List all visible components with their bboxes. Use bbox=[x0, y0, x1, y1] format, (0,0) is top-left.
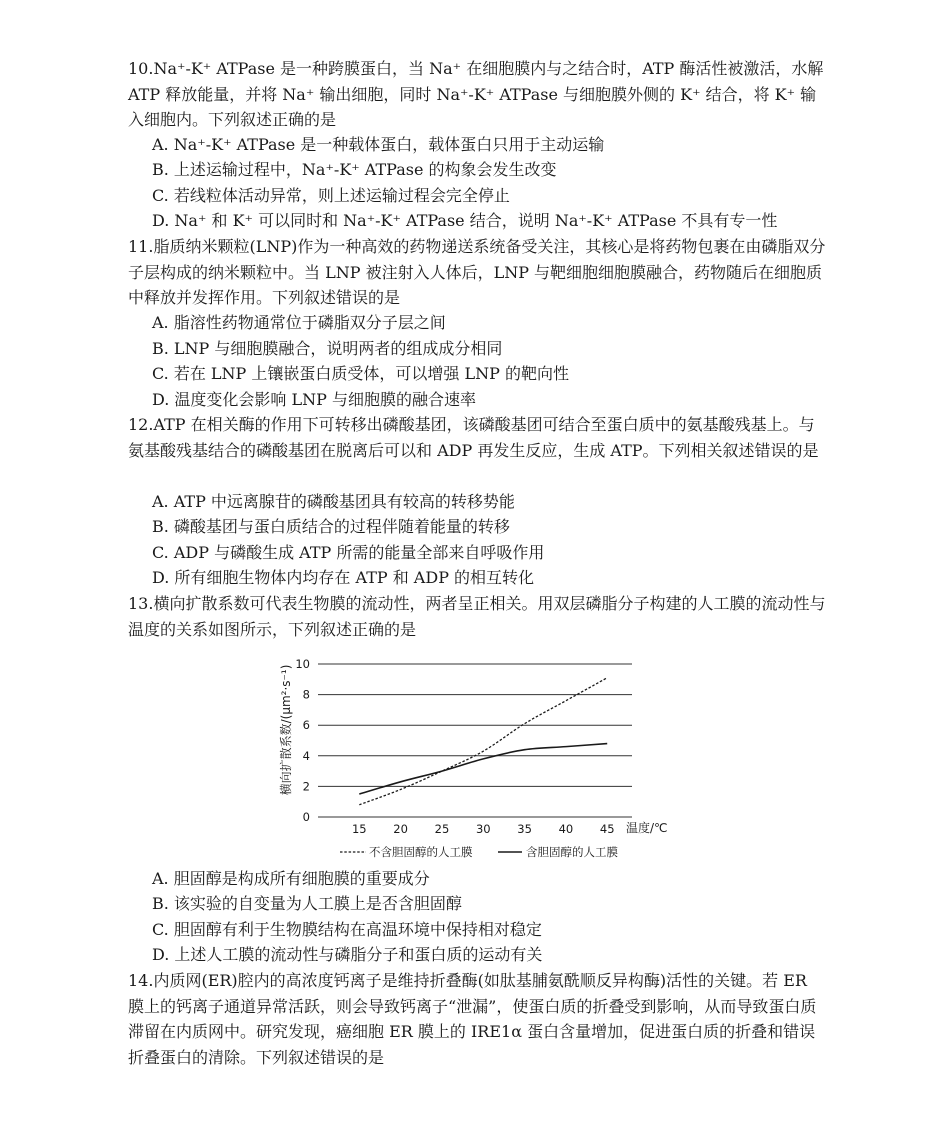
question-number: 13. bbox=[128, 594, 154, 613]
x-tick-label: 35 bbox=[517, 822, 532, 836]
x-tick-label: 40 bbox=[558, 822, 574, 836]
question-number: 12. bbox=[128, 415, 154, 434]
y-tick-label: 0 bbox=[302, 810, 310, 824]
option-12-a: A. ATP 中远离腺苷的磷酸基团具有较高的转移势能 bbox=[152, 492, 515, 511]
question-13 bbox=[128, 591, 828, 642]
y-tick-label: 2 bbox=[302, 779, 310, 794]
y-tick-label: 6 bbox=[302, 718, 310, 733]
y-tick-label: 4 bbox=[302, 748, 310, 763]
question-12 bbox=[128, 412, 828, 463]
option-11-d: D. 温度变化会影响 LNP 与细胞膜的融合速率 bbox=[152, 390, 476, 409]
option-12-d: D. 所有细胞生物体内均存在 ATP 和 ADP 的相互转化 bbox=[152, 568, 535, 587]
x-tick-label: 15 bbox=[351, 822, 367, 836]
option-11-b: B. LNP 与细胞膜融合，说明两者的组成成分相同 bbox=[152, 339, 503, 358]
question-stem: 横向扩散系数可代表生物膜的流动性，两者呈正相关。用双层磷脂分子构建的人工膜的流动性与温度的关系如图所示，下列叙述正确的是 bbox=[128, 594, 826, 639]
x-tick-label: 20 bbox=[393, 822, 408, 836]
question-stem: ATP 在相关酶的作用下可转移出磷酸基团，该磷酸基团可结合至蛋白质中的氨基酸残基上。与氨基酸残基结合的磷酸基团在脱离后可以和 ADP 再发生反应，生成 ATP。下列相关叙述错误的是 bbox=[128, 415, 819, 460]
option-11-c: C. 若在 LNP 上镶嵌蛋白质受体，可以增强 LNP 的靶向性 bbox=[152, 364, 569, 383]
option-11-a: A. 脂溶性药物通常位于磷脂双分子层之间 bbox=[152, 313, 446, 332]
question-stem: 内质网(ER)腔内的高浓度钙离子是维持折叠酶(如肽基脯氨酰顺反异构酶)活性的关键。若 ER 膜上的钙离子通道异常活跃，则会导致钙离子“泄漏”，使蛋白质的折叠受到影响，从而导致蛋白质滞留在内质网中。研究发现，癌细胞 ER 膜上的 IRE1α 蛋白含量增加，促进蛋白质的折叠和错误折叠蛋白的清除。下列叙述错误的是 bbox=[128, 971, 817, 1067]
legend-label-with-cholesterol: 含胆固醇的人工膜 bbox=[526, 845, 618, 859]
x-tick-label: 45 bbox=[599, 822, 615, 836]
question-11 bbox=[128, 234, 828, 311]
question-stem: Na⁺-K⁺ ATPase 是一种跨膜蛋白，当 Na⁺ 在细胞膜内与之结合时，ATP 酶活性被激活，水解 ATP 释放能量，并将 Na⁺ 输出细胞，同时 Na⁺-K⁺ ATPase 与细胞膜外侧的 K⁺ 结合，将 K⁺ 输入细胞内。下列叙述正确的是 bbox=[128, 59, 824, 129]
question-stem: 脂质纳米颗粒(LNP)作为一种高效的药物递送系统备受关注，其核心是将药物包裹在由磷脂双分子层构成的纳米颗粒中。当 LNP 被注射入人体后，LNP 与靶细胞细胞膜融合，药物随后在细胞质中释放并发挥作用。下列叙述错误的是 bbox=[128, 237, 826, 307]
x-tick-label: 25 bbox=[434, 822, 450, 836]
diffusion-chart bbox=[270, 640, 670, 865]
option-13-d: D. 上述人工膜的流动性与磷脂分子和蛋白质的运动有关 bbox=[152, 945, 543, 964]
diffusion-chart-svg bbox=[270, 640, 670, 865]
y-tick-label: 10 bbox=[295, 657, 310, 671]
legend-label-no-cholesterol: 不含胆固醇的人工膜 bbox=[369, 845, 473, 859]
option-13-b: B. 该实验的自变量为人工膜上是否含胆固醇 bbox=[152, 894, 462, 913]
option-10-c: C. 若线粒体活动异常，则上述运输过程会完全停止 bbox=[152, 186, 510, 205]
series-line-no-cholesterol bbox=[359, 678, 607, 805]
grid-layer bbox=[318, 664, 632, 817]
option-13-a: A. 胆固醇是构成所有细胞膜的重要成分 bbox=[152, 869, 430, 888]
option-10-a: A. Na⁺-K⁺ ATPase 是一种载体蛋白，载体蛋白只用于主动运输 bbox=[152, 135, 605, 154]
option-13-c: C. 胆固醇有利于生物膜结构在高温环境中保持相对稳定 bbox=[152, 920, 542, 939]
legend bbox=[340, 845, 618, 859]
x-tick-label: 30 bbox=[475, 822, 491, 836]
question-14 bbox=[128, 968, 828, 1070]
option-12-b: B. 磷酸基团与蛋白质结合的过程伴随着能量的转移 bbox=[152, 517, 510, 536]
y-tick-label: 8 bbox=[302, 687, 310, 702]
x-axis-label: 温度/℃ bbox=[626, 821, 668, 835]
option-12-c: C. ADP 与磷酸生成 ATP 所需的能量全部来自呼吸作用 bbox=[152, 543, 545, 562]
y-axis-label: 横向扩散系数/(μm²·s⁻¹) bbox=[279, 664, 293, 796]
question-10 bbox=[128, 56, 828, 133]
question-number: 11. bbox=[128, 237, 154, 256]
question-number: 14. bbox=[128, 971, 154, 990]
series-layer bbox=[359, 678, 607, 805]
question-number: 10. bbox=[128, 59, 154, 78]
option-10-d: D. Na⁺ 和 K⁺ 可以同时和 Na⁺-K⁺ ATPase 结合，说明 Na⁺-K⁺ ATPase 不具有专一性 bbox=[152, 211, 778, 230]
option-10-b: B. 上述运输过程中，Na⁺-K⁺ ATPase 的构象会发生改变 bbox=[152, 160, 557, 179]
